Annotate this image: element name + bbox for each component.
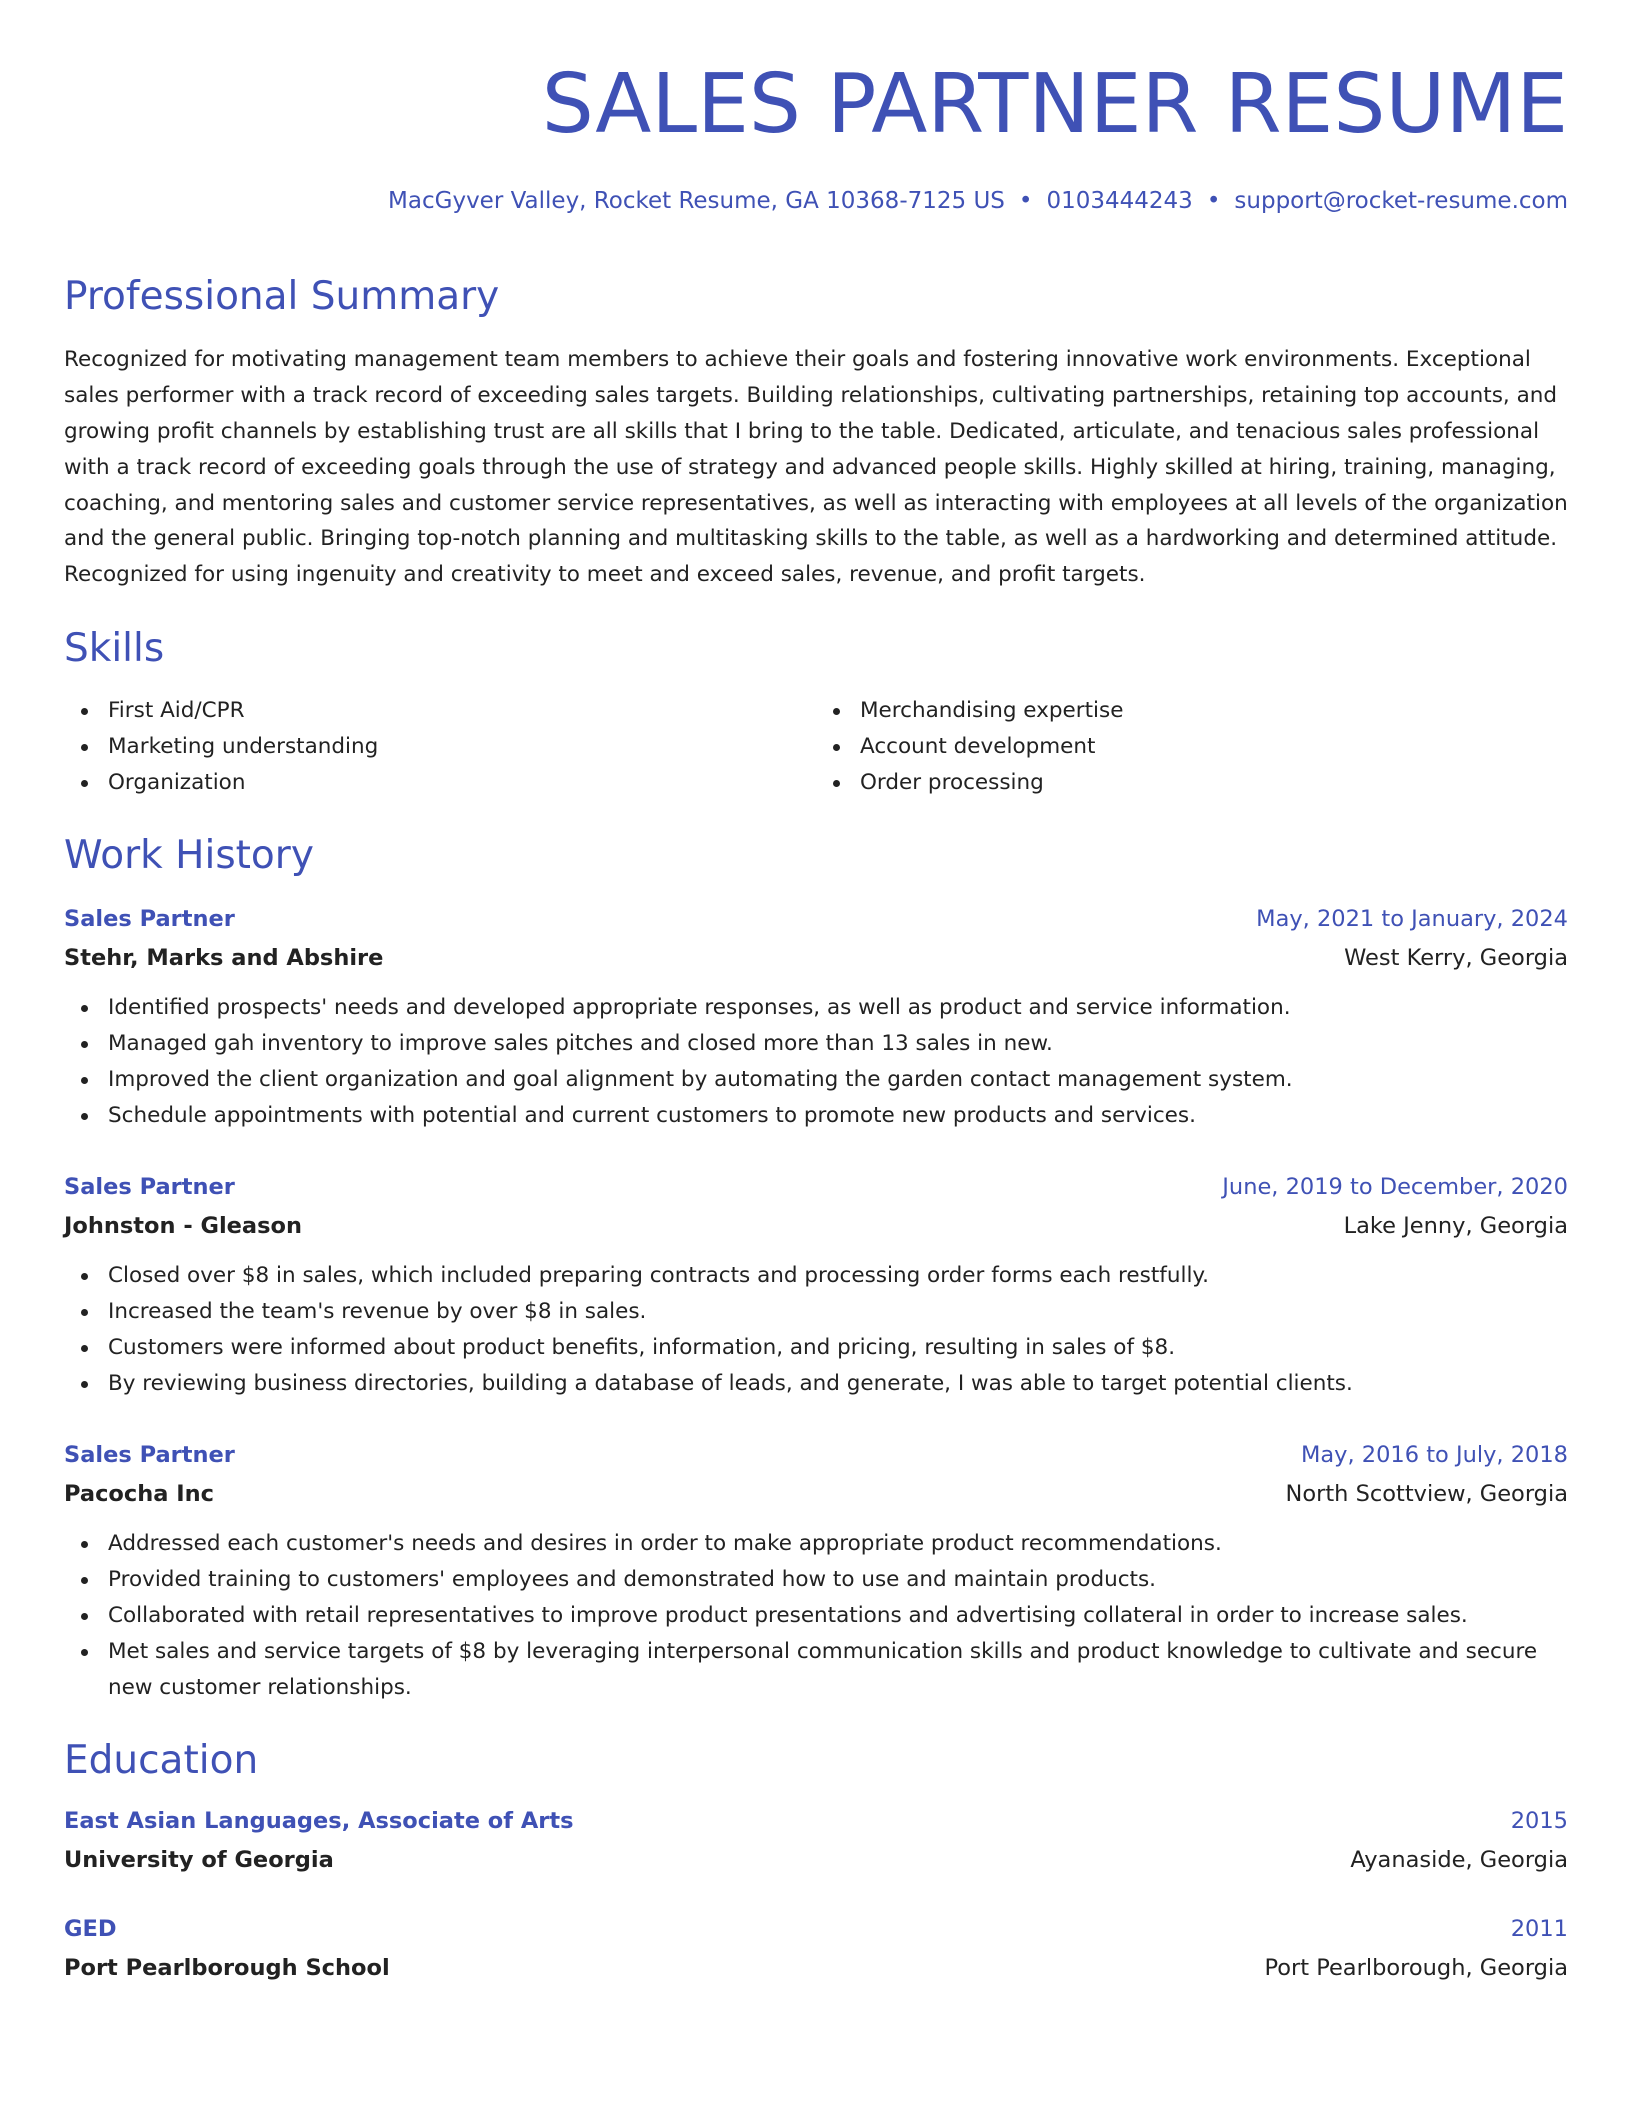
- contact-separator: •: [1018, 188, 1033, 214]
- resume-title: SALES PARTNER RESUME: [541, 57, 1568, 152]
- job-bullet: Met sales and service targets of $8 by leveraging interpersonal communication skills and product knowledge to cultivate and secure new customer relationships.: [108, 1634, 1568, 1706]
- skill-item: Account development: [860, 729, 1568, 765]
- job-company-row: [64, 938, 1568, 978]
- contact-address: MacGyver Valley, Rocket Resume, GA 10368-7125 US: [388, 188, 1005, 214]
- skill-item: Merchandising expertise: [860, 693, 1568, 729]
- job-dates: June, 2019 to December, 2020: [1222, 1173, 1568, 1200]
- job-entry: [64, 1436, 1568, 1706]
- job-bullet: By reviewing business directories, building a database of leads, and generate, I was able to target potential clients.: [108, 1366, 1568, 1402]
- job-header-row: [64, 1168, 1568, 1206]
- education-degree: East Asian Languages, Associate of Arts: [64, 1808, 574, 1835]
- job-header-row: [64, 900, 1568, 938]
- contact-phone: 0103444243: [1046, 188, 1193, 214]
- job-company: Johnston - Gleason: [64, 1212, 302, 1239]
- job-location: North Scottview, Georgia: [1285, 1480, 1568, 1507]
- job-header-row: [64, 1436, 1568, 1474]
- skill-item: Order processing: [860, 765, 1568, 801]
- summary-heading: Professional Summary: [64, 273, 500, 319]
- education-school: University of Georgia: [64, 1847, 334, 1874]
- education-school: Port Pearlborough School: [64, 1955, 390, 1982]
- contact-email: support@rocket-resume.com: [1234, 188, 1568, 214]
- job-bullet: Customers were informed about product benefits, information, and pricing, resulting in sales of $8.: [108, 1330, 1568, 1366]
- contact-line: [64, 188, 1568, 216]
- job-company: Stehr, Marks and Abshire: [64, 944, 384, 971]
- job-bullet: Closed over $8 in sales, which included preparing contracts and processing order forms each restfully.: [108, 1258, 1568, 1294]
- job-dates: May, 2021 to January, 2024: [1256, 905, 1568, 932]
- education-school-row: [64, 1840, 1568, 1880]
- skills-column-right: [816, 693, 1568, 801]
- education-location: Ayanaside, Georgia: [1350, 1847, 1568, 1874]
- education-degree: GED: [64, 1916, 117, 1943]
- skills-list: [64, 693, 1568, 801]
- job-dates: May, 2016 to July, 2018: [1300, 1441, 1568, 1468]
- education-header-row: [64, 1802, 1568, 1840]
- education-location: Port Pearlborough, Georgia: [1264, 1955, 1568, 1982]
- job-company-row: [64, 1474, 1568, 1514]
- job-bullet: Schedule appointments with potential and current customers to promote new products and services.: [108, 1098, 1568, 1134]
- education-year: 2015: [1510, 1808, 1568, 1835]
- skills-column-left: [64, 693, 816, 801]
- work-history-heading: Work History: [64, 832, 314, 878]
- job-bullet: Provided training to customers' employees and demonstrated how to use and maintain products.: [108, 1562, 1568, 1598]
- job-title: Sales Partner: [64, 1173, 235, 1200]
- job-bullet: Identified prospects' needs and developed appropriate responses, as well as product and service information.: [108, 990, 1568, 1026]
- job-bullet: Increased the team's revenue by over $8 in sales.: [108, 1294, 1568, 1330]
- skill-item: Organization: [108, 765, 816, 801]
- skills-heading: Skills: [64, 625, 165, 671]
- summary-text: Recognized for motivating management team members to achieve their goals and fostering innovative work environments. Exceptional sales performer with a track record of exceeding sales targets. Building relationships, cultivating partnerships, retaining top accounts, and growing profit channels by establishing trust are all skills that I bring to the table. Dedicated, articulate, and tenacious sales professional with a track record of exceeding goals through the use of strategy and advanced people skills. Highly skilled at hiring, training, managing, coaching, and mentoring sales and customer service representatives, as well as interacting with employees at all levels of the organization and the general public. Bringing top-notch planning and multitasking skills to the table, as well as a hardworking and determined attitude. Recognized for using ingenuity and creativity to meet and exceed sales, revenue, and profit targets.: [64, 347, 1568, 588]
- job-bullets: [64, 1258, 1568, 1402]
- skill-item: First Aid/CPR: [108, 693, 816, 729]
- job-title: Sales Partner: [64, 1441, 235, 1468]
- job-bullet: Collaborated with retail representatives to improve product presentations and advertising collateral in order to increase sales.: [108, 1598, 1568, 1634]
- job-company: Pacocha Inc: [64, 1480, 214, 1507]
- education-entry: [64, 1802, 1568, 1880]
- education-heading: Education: [64, 1737, 259, 1783]
- job-bullet: Improved the client organization and goal alignment by automating the garden contact management system.: [108, 1062, 1568, 1098]
- job-entry: [64, 900, 1568, 1134]
- job-location: West Kerry, Georgia: [1344, 944, 1568, 971]
- job-bullet: Addressed each customer's needs and desires in order to make appropriate product recommendations.: [108, 1526, 1568, 1562]
- job-bullets: [64, 990, 1568, 1134]
- education-entry: [64, 1910, 1568, 1988]
- job-title: Sales Partner: [64, 905, 235, 932]
- education-year: 2011: [1510, 1916, 1568, 1943]
- job-location: Lake Jenny, Georgia: [1343, 1212, 1568, 1239]
- skill-item: Marketing understanding: [108, 729, 816, 765]
- job-entry: [64, 1168, 1568, 1402]
- education-header-row: [64, 1910, 1568, 1948]
- job-bullet: Managed gah inventory to improve sales pitches and closed more than 13 sales in new.: [108, 1026, 1568, 1062]
- contact-separator: •: [1206, 188, 1221, 214]
- job-company-row: [64, 1206, 1568, 1246]
- education-school-row: [64, 1948, 1568, 1988]
- job-bullets: [64, 1526, 1568, 1706]
